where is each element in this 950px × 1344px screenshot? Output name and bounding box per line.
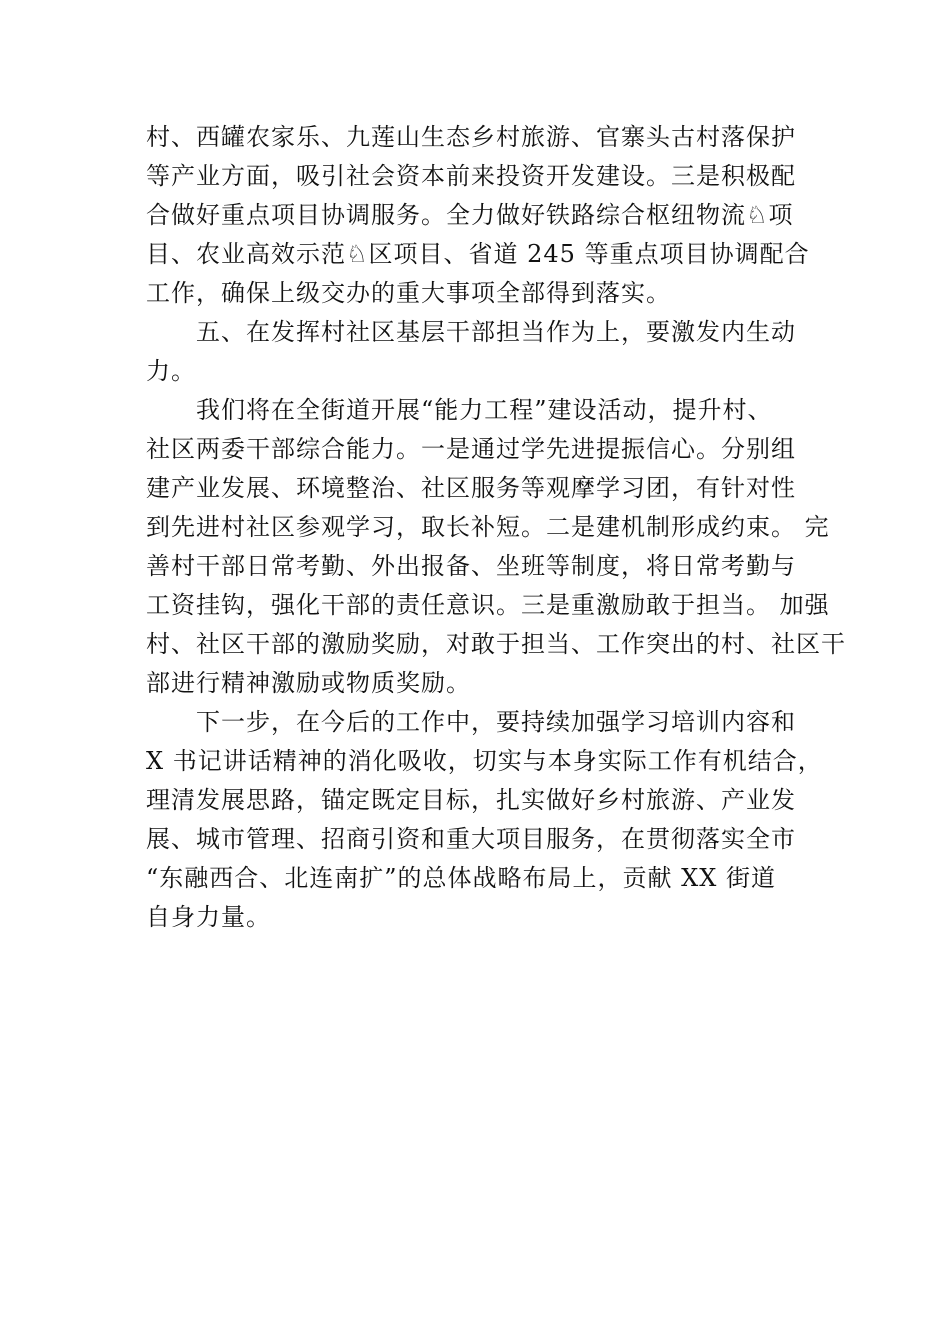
paragraph-2-heading (146, 313, 826, 391)
text-line: 建产业发展、环境整治、社区服务等观摩学习团，有针对性 (146, 474, 796, 502)
text-line: 我们将在全街道开展“能力工程”建设活动，提升村、 (196, 396, 773, 424)
text-line: 善村干部日常考勤、外出报备、坐班等制度，将日常考勤与 (146, 552, 796, 580)
document-body (146, 118, 846, 937)
text-line: 下一步，在今后的工作中，要持续加强学习培训内容和 (196, 708, 796, 736)
text-line: 村、社区干部的激励奖励，对敢于担当、工作突出的村、社区干 (146, 630, 846, 658)
text-line: 自身力量。 (146, 903, 271, 931)
text-line: 合做好重点项目协调服务。全力做好铁路综合枢纽物流♘项 (146, 201, 794, 229)
text-line: 力。 (146, 357, 196, 385)
text-line: 等产业方面，吸引社会资本前来投资开发建设。三是积极配 (146, 162, 796, 190)
paragraph-4 (146, 703, 826, 937)
paragraph-3 (146, 391, 846, 703)
text-line: 部进行精神激励或物质奖励。 (146, 669, 471, 697)
text-line: 目、农业高效示范♘区项目、省道 245 等重点项目协调配合 (146, 240, 810, 268)
text-line: X 书记讲话精神的消化吸收，切实与本身实际工作有机结合， (146, 747, 823, 775)
text-line: 理清发展思路，锚定既定目标，扎实做好乡村旅游、产业发 (146, 786, 796, 814)
text-line: 社区两委干部综合能力。一是通过学先进提振信心。分别组 (146, 435, 796, 463)
paragraph-1 (146, 118, 826, 313)
text-line: 五、在发挥村社区基层干部担当作为上，要激发内生动 (196, 318, 796, 346)
text-line: 村、西罐农家乐、九莲山生态乡村旅游、官寨头古村落保护 (146, 123, 796, 151)
text-line: 展、城市管理、招商引资和重大项目服务，在贯彻落实全市 (146, 825, 796, 853)
text-line: “东融西合、北连南扩”的总体战略布局上，贡献 XX 街道 (146, 864, 776, 892)
text-line: 工资挂钩，强化干部的责任意识。三是重激励敢于担当。 加强 (146, 591, 830, 619)
text-line: 工作，确保上级交办的重大事项全部得到落实。 (146, 279, 671, 307)
text-line: 到先进村社区参观学习，取长补短。二是建机制形成约束。 完 (146, 513, 830, 541)
